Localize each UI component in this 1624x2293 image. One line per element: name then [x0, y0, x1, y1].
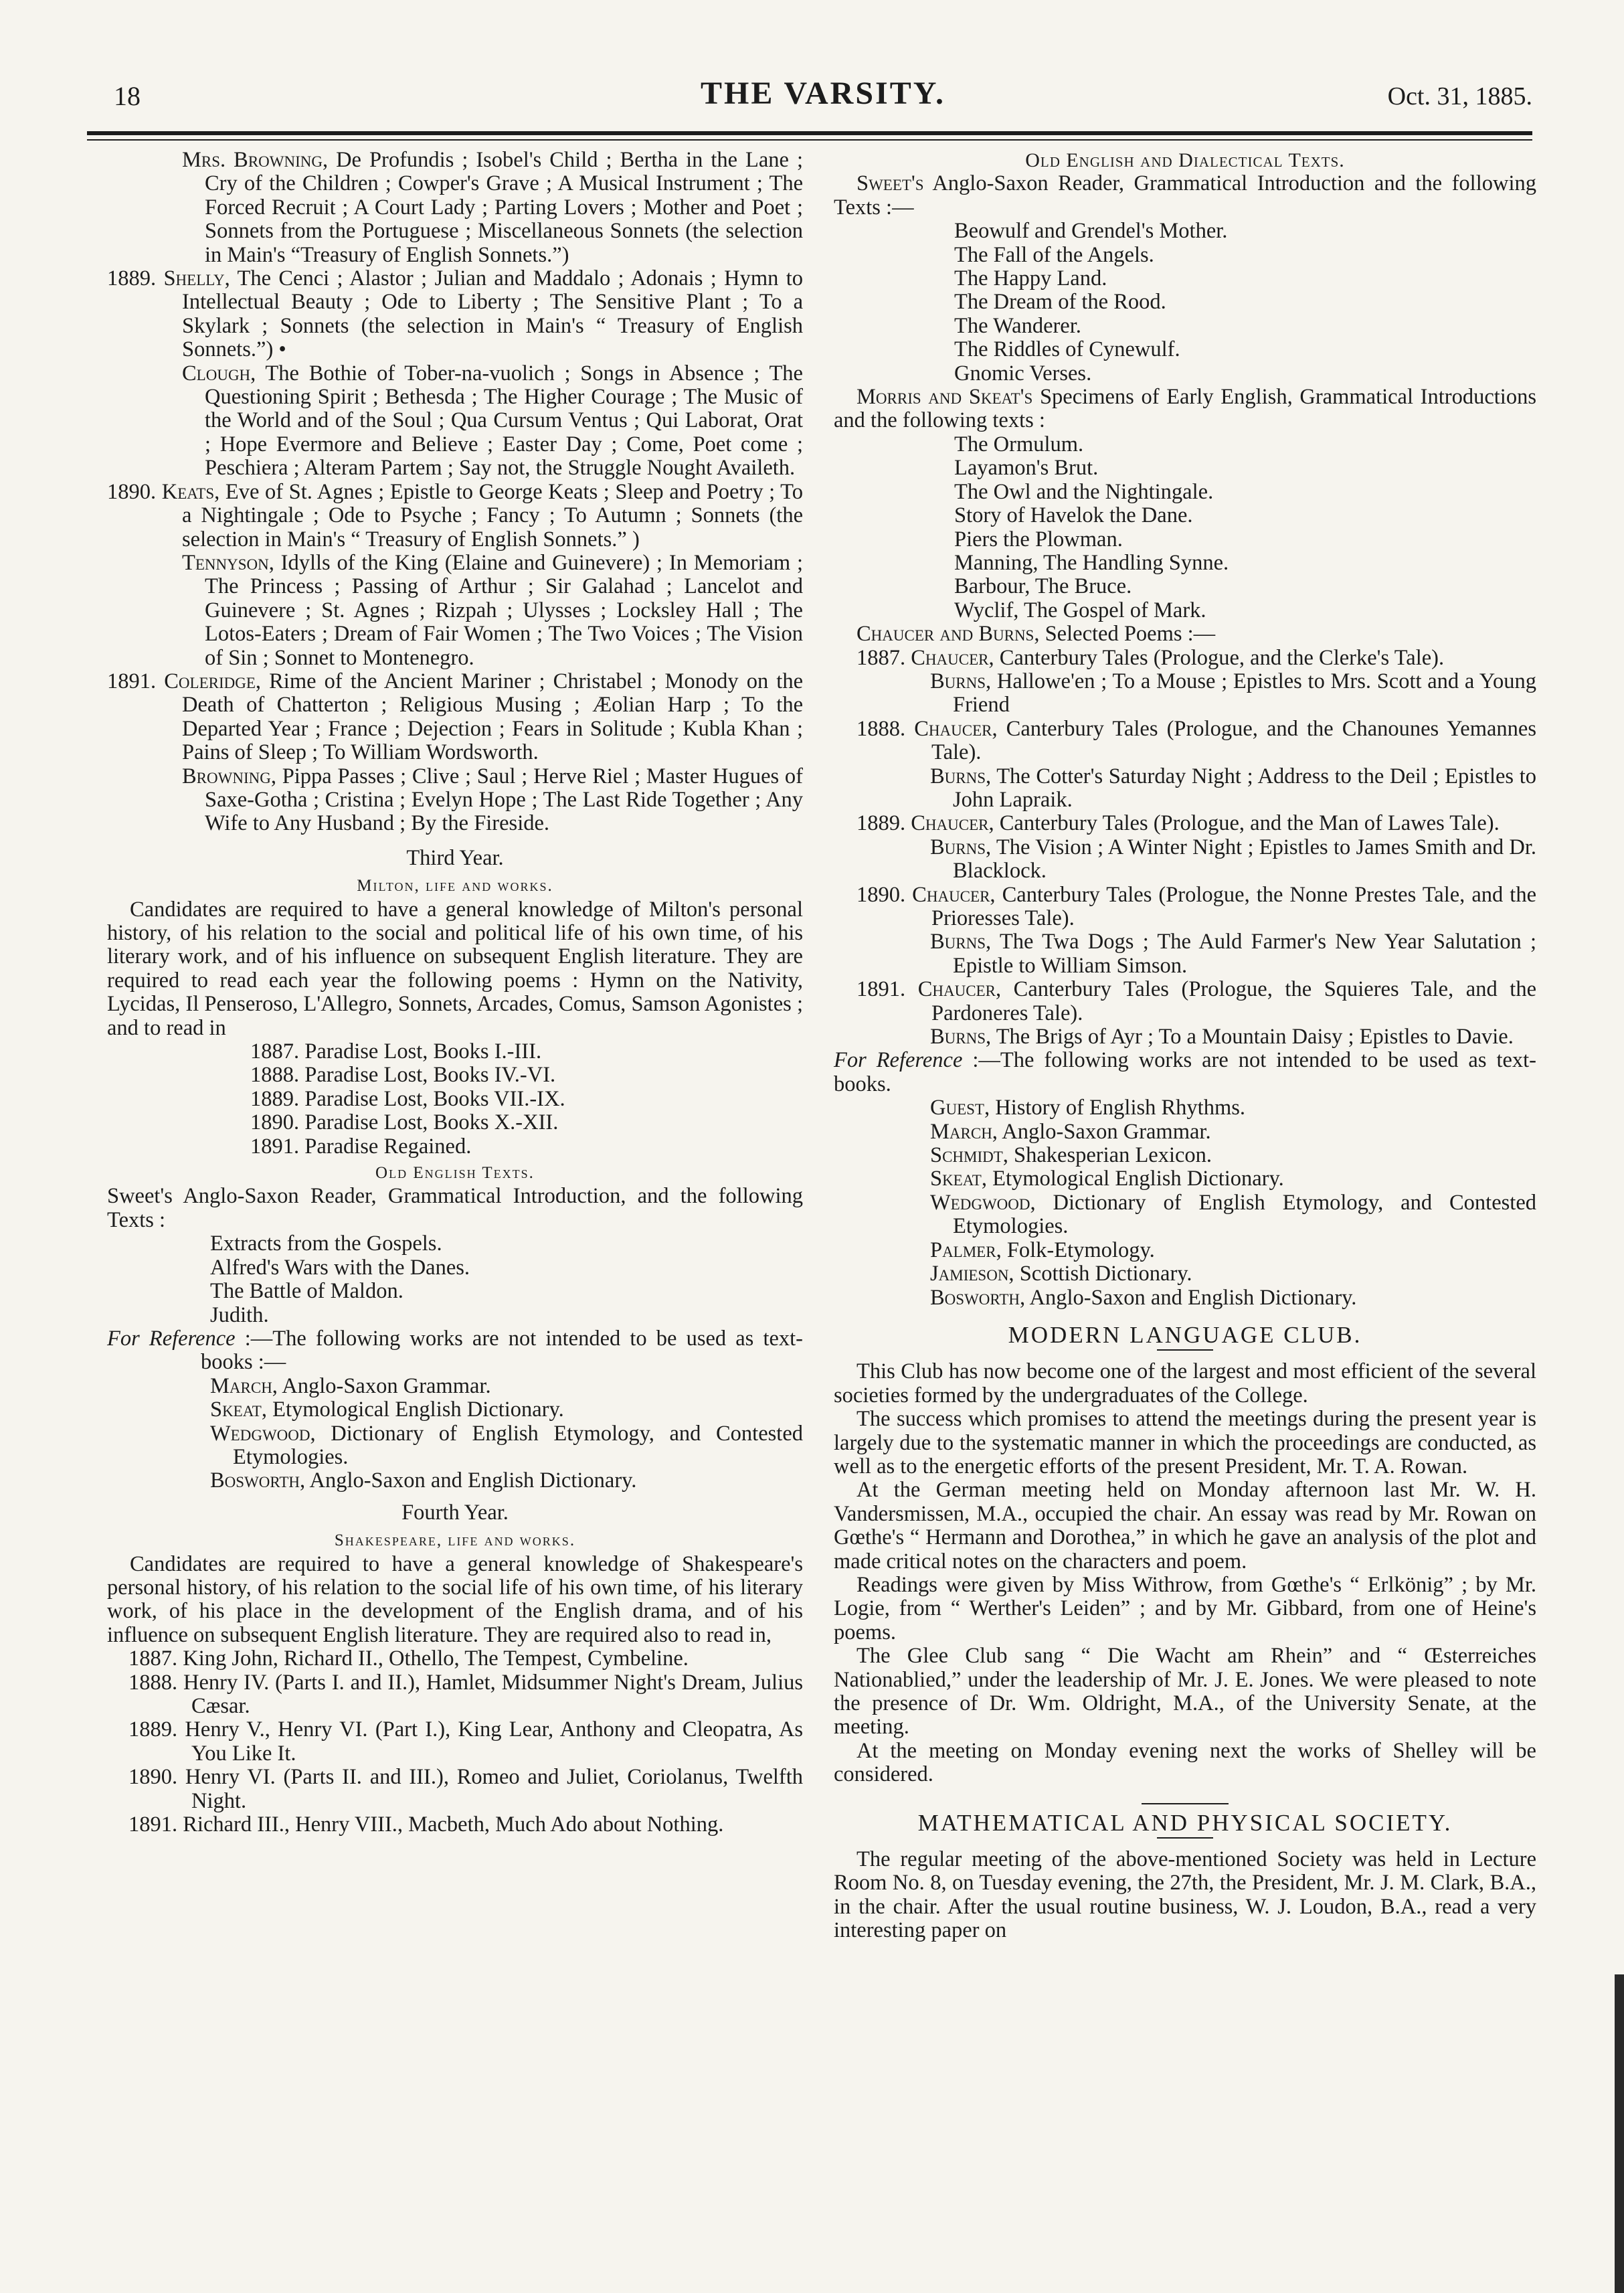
list-item: 1891. Paradise Regained.	[250, 1134, 472, 1159]
for-reference: For Reference :—The following works are not intended to be used as text-books :—	[107, 1326, 804, 1375]
article-paragraph: The success which promises to attend the meetings during the present year is largely due to the systematic manner in which the proceedings are conducted, as well as to the energetic efforts of the present President, Mr. T. A. Rowan.	[834, 1407, 1536, 1478]
reference-item: Schmidt, Shakesperian Lexicon.	[930, 1143, 1212, 1168]
article-paragraph: This Club has now become one of the largest and most efficient of the several societies formed by the undergraduates of the College.	[834, 1359, 1536, 1408]
list-item: Layamon's Brut.	[954, 456, 1099, 481]
list-item: Manning, The Handling Synne.	[954, 550, 1229, 575]
article-paragraph: At the meeting on Monday evening next the works of Shelley will be considered.	[834, 1738, 1536, 1787]
entry-1890: 1890. Keats, Eve of St. Agnes ; Epistle to George Keats ; Sleep and Poetry ; To a Nightingale ; Ode to Psyche ; Fancy ; To Autumn ; Sonnets (the selection in Main's “ Treasury of English Sonnets.” )	[107, 479, 804, 551]
list-item: Wyclif, The Gospel of Mark.	[954, 598, 1206, 622]
list-item: The Happy Land.	[954, 266, 1107, 291]
paradise-list	[107, 1040, 803, 1159]
list-item: 1890. Paradise Lost, Books X.-XII.	[250, 1110, 559, 1135]
sweet-reader-paragraph: Sweet's Anglo-Saxon Reader, Grammatical Introduction and the following Texts :—	[834, 171, 1536, 220]
reference-list-right	[834, 1096, 1536, 1310]
section-divider	[1142, 1803, 1229, 1804]
tennyson-entry: Tennyson, Idylls of the King (Elaine and Guinevere) ; In Memoriam ; The Princess ; Passing of Arthur ; Sir Galahad ; Lancelot and Guinevere ; St. Agnes ; Rizpah ; Ulysses ; Locksley Hall ; The Lotos-Eaters ; Dream of Fair Women ; The Two Voices ; The Vision of Sin ; Sonnet to Montenegro.	[182, 550, 803, 670]
milton-heading: Milton, life and works.	[357, 877, 553, 896]
article-paragraph: At the German meeting held on Monday afternoon last Mr. W. H. Vandersmissen, M.A., occupied the chair. An essay was read by Mr. Rowan on Gœthe's “ Hermann and Dorothea,” in which he gave an analysis of the plot and made critical notes on the characters and poem.	[834, 1478, 1536, 1574]
third-year-heading: Third Year.	[406, 845, 504, 870]
list-item: 1887. Paradise Lost, Books I.-III.	[250, 1039, 542, 1064]
reference-item: Palmer, Folk-Etymology.	[930, 1238, 1155, 1262]
article-paragraph: The regular meeting of the above-mentioned Society was held in Lecture Room No. 8, on Tuesday evening, the 27th, the President, Mr. J. M. Clark, B.A., in the chair. After the usual routine business, W. J. Loudon, B.A., read a very interesting paper on	[834, 1847, 1536, 1943]
page-number: 18	[114, 81, 141, 111]
sweet-texts-list	[107, 1232, 803, 1327]
list-item: The Owl and the Nightingale.	[954, 479, 1214, 504]
sweet-paragraph: Sweet's Anglo-Saxon Reader, Grammatical Introduction, and the following Texts :	[107, 1184, 803, 1232]
page-header	[114, 75, 1532, 123]
chaucer-burns-1889: 1889. Chaucer, Canterbury Tales (Prologue, and the Man of Lawes Tale). Burns, The Vision ; A Winter Night ; Epistles to James Smith and Dr. Blacklock.	[856, 811, 1536, 883]
list-item: The Ormulum.	[954, 432, 1084, 456]
list-item: Story of Havelok the Dane.	[954, 503, 1193, 528]
list-item: 1888. Henry IV. (Parts I. and II.), Hamlet, Midsummer Night's Dream, Julius Cæsar.	[128, 1670, 803, 1718]
newspaper-title: THE VARSITY.	[701, 76, 945, 111]
reference-item: Wedgwood, Dictionary of English Etymology, and Contested Etymologies.	[210, 1421, 803, 1469]
list-item: 1889. Henry V., Henry VI. (Part I.), King Lear, Anthony and Cleopatra, As You Like It.	[128, 1717, 803, 1766]
sweet-reader-texts	[834, 220, 1536, 386]
list-item: Beowulf and Grendel's Mother.	[954, 219, 1228, 244]
list-item: The Wanderer.	[954, 313, 1081, 338]
list-item: 1889. Paradise Lost, Books VII.-IX.	[250, 1086, 565, 1111]
chaucer-burns-1887: 1887. Chaucer, Canterbury Tales (Prologue, and the Clerke's Tale). Burns, Hallowe'en ; To a Mouse ; Epistles to Mrs. Scott and a Young Friend	[856, 645, 1536, 717]
header-rule-thin	[87, 139, 1532, 141]
old-english-heading: Old English Texts.	[375, 1164, 535, 1183]
list-item: Judith.	[210, 1302, 269, 1327]
list-item: Alfred's Wars with the Danes.	[210, 1255, 470, 1280]
reference-item: Bosworth, Anglo-Saxon and English Dictionary.	[210, 1468, 637, 1493]
list-item: The Fall of the Angels.	[954, 242, 1154, 267]
list-item: 1890. Henry VI. (Parts II. and III.), Romeo and Juliet, Coriolanus, Twelfth Night.	[128, 1765, 803, 1813]
list-item: 1891. Richard III., Henry VIII., Macbeth, Much Ado about Nothing.	[128, 1812, 724, 1837]
header-rule	[87, 131, 1532, 135]
reference-item: Skeat, Etymological English Dictionary.	[210, 1397, 564, 1422]
reference-item: Guest, History of English Rhythms.	[930, 1096, 1246, 1120]
chaucer-burns-1890: 1890. Chaucer, Canterbury Tales (Prologue, the Nonne Prestes Tale, and the Prioresses Tale). Burns, The Twa Dogs ; The Auld Farmer's New Year Salutation ; Epistle to William Simson.	[856, 882, 1536, 978]
reference-item: March, Anglo-Saxon Grammar.	[930, 1119, 1211, 1144]
morris-skeat-paragraph: Morris and Skeat's Specimens of Early English, Grammatical Introductions and the following texts :	[834, 385, 1536, 433]
list-item: Extracts from the Gospels.	[210, 1232, 442, 1256]
morris-skeat-texts	[834, 433, 1536, 622]
list-item: The Riddles of Cynewulf.	[954, 337, 1180, 362]
browning-1891-entry: Browning, Pippa Passes ; Clive ; Saul ; Herve Riel ; Master Hugues of Saxe-Gotha ; Cristina ; Evelyn Hope ; The Last Ride Together ; Any Wife to Any Husband ; By the Fireside.	[182, 764, 803, 836]
shakespeare-years	[107, 1647, 803, 1837]
reference-item: Wedgwood, Dictionary of English Etymology, and Contested Etymologies.	[930, 1190, 1536, 1239]
list-item: Piers the Plowman.	[954, 527, 1123, 551]
reference-list	[107, 1375, 803, 1493]
for-reference-right: For Reference :—The following works are not intended to be used as text-books.	[834, 1048, 1536, 1096]
left-column	[107, 149, 803, 1837]
chaucer-burns-heading: Chaucer and Burns, Selected Poems :—	[856, 622, 1216, 647]
reference-item: Jamieson, Scottish Dictionary.	[930, 1262, 1192, 1286]
milton-paragraph: Candidates are required to have a general knowledge of Milton's personal history, of his relation to the social and political life of his own time, of his literary work, and of his influence on subsequent English literature. They are required to read each year the following poems : Hymn on the Nativity, Lycidas, Il Penseroso, L'Allegro, Sonnets, Arcades, Comus, Samson Agonistes ; and to read in	[107, 897, 803, 1040]
reference-item: Skeat, Etymological English Dictionary.	[930, 1167, 1284, 1191]
list-item: The Battle of Maldon.	[210, 1279, 403, 1304]
shakespeare-paragraph: Candidates are required to have a general knowledge of Shakespeare's personal history, of his relation to the social life of his own time, of his literary work, of his place in the development of the English drama, and of his influence on subsequent English literature. They are required also to read in,	[107, 1551, 803, 1647]
fourth-year-heading: Fourth Year.	[401, 1500, 509, 1525]
binding-edge	[1615, 1974, 1624, 2293]
chaucer-burns-1891: 1891. Chaucer, Canterbury Tales (Prologue, the Squieres Tale, and the Pardoneres Tale). Burns, The Brigs of Ayr ; To a Mountain Daisy ; Epistles to Davie.	[856, 977, 1536, 1049]
list-item: 1887. King John, Richard II., Othello, The Tempest, Cymbeline.	[128, 1646, 689, 1671]
reference-item: March, Anglo-Saxon Grammar.	[210, 1373, 491, 1398]
math-society-heading: MATHEMATICAL AND PHYSICAL SOCIETY.	[917, 1809, 1453, 1836]
list-item: Barbour, The Bruce.	[954, 574, 1132, 599]
article-paragraph: Readings were given by Miss Withrow, from Gœthe's “ Erlkönig” ; by Mr. Logie, from “ Werther's Leiden” ; and by Mr. Gibbard, from one of Heine's poems.	[834, 1572, 1536, 1644]
browning-entry: Mrs. Browning, De Profundis ; Isobel's Child ; Bertha in the Lane ; Cry of the Children ; Cowper's Grave ; A Musical Instrument ; The Forced Recruit ; A Court Lady ; Parting Lovers ; Mother and Poet ; Sonnets from the Portuguese ; Miscellaneous Sonnets (the selection in Main's “Treasury of English Sonnets.”)	[182, 148, 803, 267]
article-paragraph: The Glee Club sang “ Die Wacht am Rhein” and “ Œsterreiches Nationablied,” under the leadership of Mr. J. E. Jones. We were pleased to note the presence of Dr. Wm. Oldright, M.A., of the University Senate, at the meeting.	[834, 1644, 1536, 1739]
chaucer-burns-1888: 1888. Chaucer, Canterbury Tales (Prologue, and the Chanounes Yemannes Tale). Burns, The Cotter's Saturday Night ; Address to the Deil ; Epistles to John Lapraik.	[856, 716, 1537, 812]
list-item: 1888. Paradise Lost, Books IV.-VI.	[250, 1063, 556, 1088]
entry-1889: 1889. Shelly, The Cenci ; Alastor ; Julian and Maddalo ; Adonais ; Hymn to Intellectual Beauty ; Ode to Liberty ; The Sensitive Plant ; To a Skylark ; Sonnets (the selection in Main's “ Treasury of English Sonnets.”) •	[107, 266, 804, 362]
section-rule	[1157, 1837, 1213, 1839]
clough-entry: Clough, The Bothie of Tober-na-vuolich ; Songs in Absence ; The Questioning Spirit ; Bethesda ; The Higher Courage ; The Music of the World and of the Soul ; Qua Cursum Ventus ; Qui Laborat, Orat ; Hope Evermore and Believe ; Easter Day ; Come, Poet come ; Peschiera ; Alteram Partem ; Say not, the Struggle Nought Availeth.	[182, 361, 803, 481]
issue-date: Oct. 31, 1885.	[1387, 82, 1532, 110]
list-item: Gnomic Verses.	[954, 361, 1092, 386]
list-item: The Dream of the Rood.	[954, 290, 1166, 315]
shakespeare-heading: Shakespeare, life and works.	[334, 1531, 576, 1550]
reference-item: Bosworth, Anglo-Saxon and English Dictionary.	[930, 1285, 1357, 1310]
entry-1891: 1891. Coleridge, Rime of the Ancient Mariner ; Christabel ; Monody on the Death of Chatterton ; Religious Musing ; Æolian Harp ; To the Departed Year ; France ; Dejection ; Fears in Solitude ; Kubla Khan ; Pains of Sleep ; To William Wordsworth.	[107, 669, 804, 765]
old-dialectical-heading: Old English and Dialectical Texts.	[1025, 149, 1345, 171]
right-column	[834, 149, 1536, 1943]
section-rule	[1157, 1349, 1213, 1351]
modern-language-club-heading: MODERN LANGUAGE CLUB.	[1008, 1321, 1362, 1348]
